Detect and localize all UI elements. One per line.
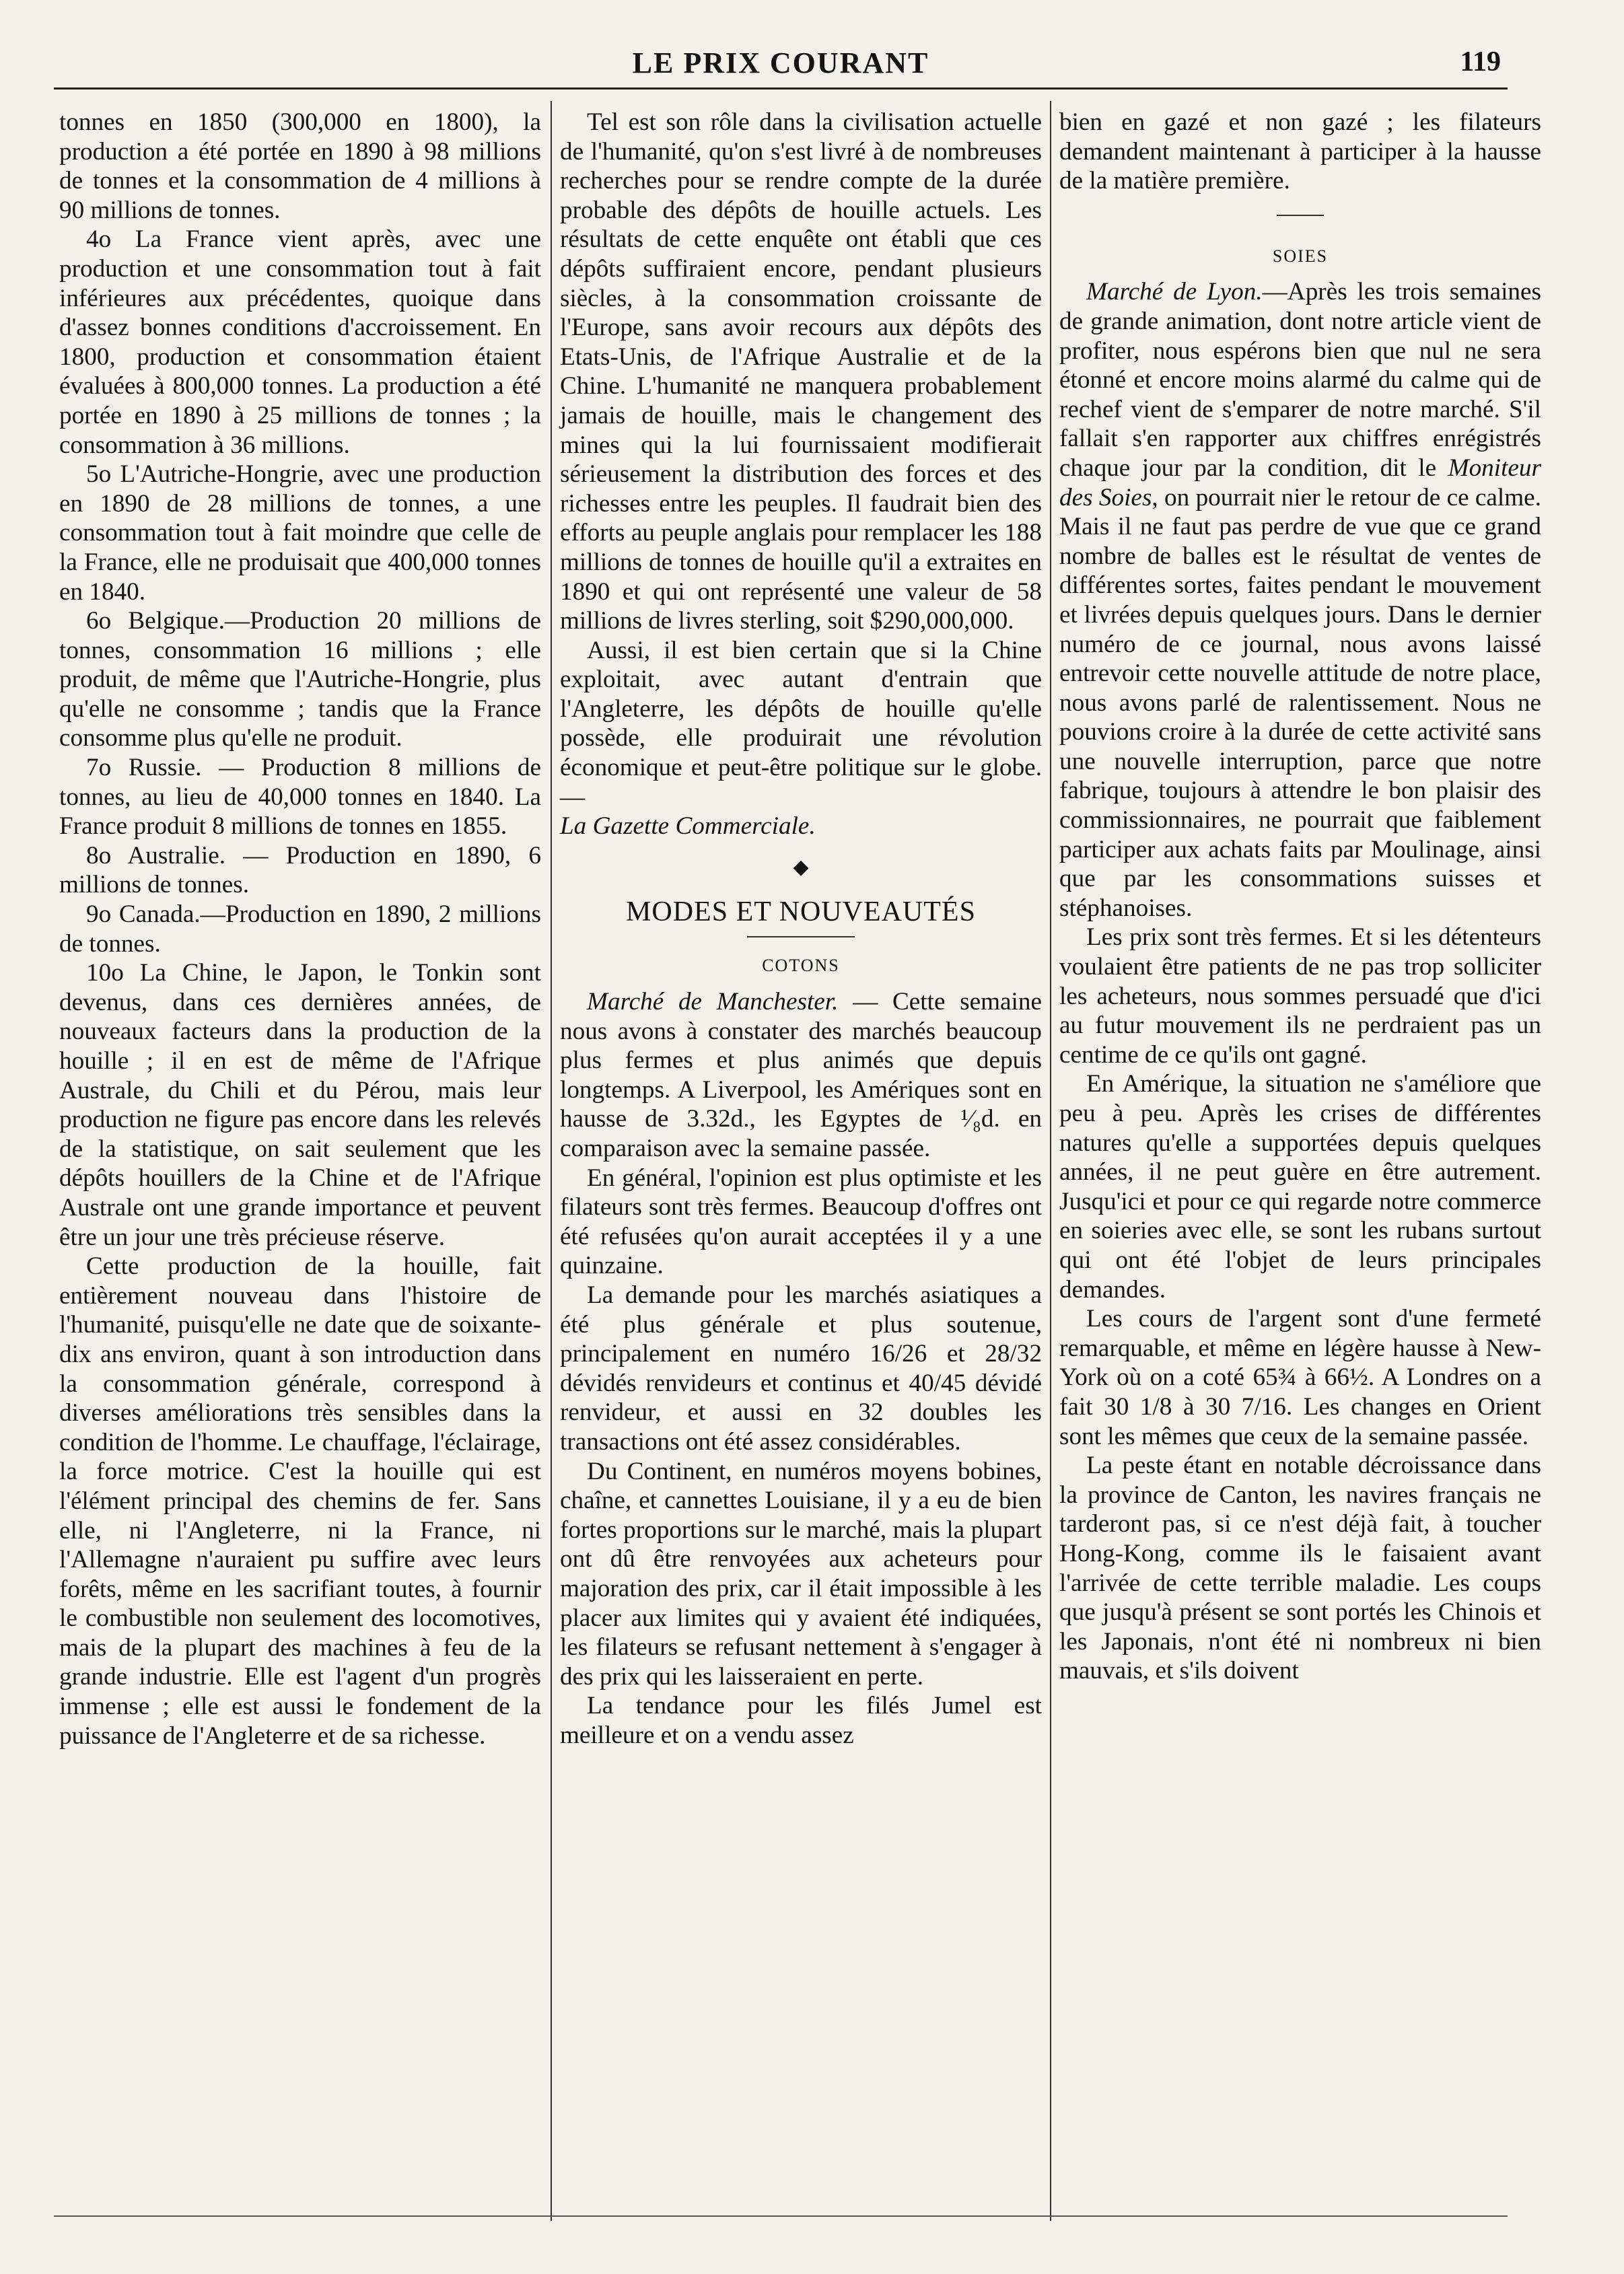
title-rule xyxy=(747,936,855,937)
column-left xyxy=(59,108,541,1750)
column-divider xyxy=(1050,101,1051,2221)
column-right xyxy=(1059,108,1541,1686)
separator-rule xyxy=(1277,215,1324,216)
page-number: 119 xyxy=(1460,46,1501,77)
paragraph: 4o La France vient après, avec une production et une consommation tout à fait inférieures aux précédentes, quoique dans d'assez bonnes conditions d'accroissement. En 1800, production et consommation étaient évaluées à 800,000 tonnes. La production a été portée en 1890 à 25 millions de tonnes ; la consommation à 36 millions. xyxy=(59,225,541,459)
column-divider xyxy=(551,101,552,2221)
paragraph: La demande pour les marchés asiatiques a été plus générale et plus soutenue, principalement en numéro 16/26 et 28/32 dévidés renvideurs et continus et 40/45 dévidé renvideur, et aussi en 32 doubles les transactions ont été assez considérables. xyxy=(560,1281,1042,1456)
paragraph: 10o La Chine, le Japon, le Tonkin sont devenus, dans ces dernières années, de nouveaux facteurs dans la production de la houille ; il en est de même de l'Afrique Australe, du Chili et du Pérou, mais leur production ne figure pas encore dans les relevés de la statistique, on sait seulement que les dépôts houillers de la Chine et de l'Afrique Australe ont une grande importance et peuvent être un jour une très précieuse réserve. xyxy=(59,959,541,1251)
section-ornament: ◆ xyxy=(793,855,809,878)
paragraph: En Amérique, la situation ne s'améliore que peu à peu. Après les crises de différentes natures qu'elle a supportées depuis quelques années, il ne peut guère en être autrement. Jusqu'ici et pour ce qui regarde notre commerce en soieries avec elle, se sont les rubans surtout qui ont été l'objet de leurs principales demandes. xyxy=(1059,1070,1541,1304)
column-middle xyxy=(560,108,1042,1750)
paragraph: 6o Belgique.—Production 20 millions de tonnes, consommation 16 millions ; elle produit, de même que l'Autriche-Hongrie, plus qu'elle ne consomme ; tandis que la France consomme plus qu'elle ne produit. xyxy=(59,607,541,752)
paragraph-text: Aussi, il est bien certain que si la Chine exploitait, avec autant d'entrain que l'Angleterre, les dépôts de houille qu'elle possède, elle produirait une révolution économique et peut-être politique sur le globe.— xyxy=(560,636,1042,811)
paragraph-text: , on pourrait nier le retour de ce calme. Mais il ne faut pas perdre de vue que ce grand nombre de balles est le résultat de ventes de différentes sortes, faites pendant le mouvement et livrées depuis quelques jours. Dans le dernier numéro de ce journal, nous avons laissé entrevoir cette nouvelle attitude de notre place, nous avons parlé de ralentissement. Nous ne pouvions croire à la durée de cette activité sans une nouvelle interruption, parce que notre fabrique, toujours à attendre le bon plaisir des commissionnaires, ne pourrait que faiblement participer aux achats faits par Moulinage, ainsi que par les consommations suisses et stéphanoises. xyxy=(1059,483,1541,922)
subsection-title: COTONS xyxy=(762,956,840,976)
source-citation: La Gazette Commerciale. xyxy=(560,812,816,841)
paragraph-text: — Cette semaine nous avons à constater des marchés beaucoup plus fermes et plus animés que depuis longtemps. A Liverpool, les Amériques sont en hausse de 3.32d., les Egyptes de ¹⁄₈d. en comparaison avec la semaine passée. xyxy=(560,988,1042,1162)
market-lead: Marché de Lyon. xyxy=(1086,278,1263,306)
paragraph xyxy=(560,987,1042,1164)
page-header xyxy=(54,40,1508,90)
bottom-rule xyxy=(54,2215,1508,2217)
journal-citation: Moniteur des Soies xyxy=(1059,454,1541,511)
journal-title: LE PRIX COURANT xyxy=(632,46,929,79)
paragraph-text: —Après les trois semaines de grande animation, dont notre article vient de profiter, nous espérons bien que nul ne sera étonné et encore moins alarmé du calme qui de rechef vient de s'emparer de notre marché. S'il fallait s'en rapporter aux chiffres enrégistrés chaque jour par la condition, dit le xyxy=(1059,278,1542,482)
market-lead: Marché de Manchester. xyxy=(587,988,839,1016)
paragraph: Les prix sont très fermes. Et si les détenteurs voulaient être patients de ne pas trop solliciter les acheteurs, nous sommes persuadé que d'ici au futur mouvement ils ne perdraient pas un centime de ce qu'ils ont gagné. xyxy=(1059,923,1541,1069)
paragraph: Les cours de l'argent sont d'une fermeté remarquable, et même en légère hausse à New-York où on a coté 65¾ à 66½. A Londres on a fait 30 1/8 à 30 7/16. Les changes en Orient sont les mêmes que ceux de la semaine passée. xyxy=(1059,1305,1541,1450)
paragraph xyxy=(560,636,1042,841)
paragraph: 5o L'Autriche-Hongrie, avec une production en 1890 de 28 millions de tonnes, a une consommation tout à fait moindre que celle de la France, elle ne produisait que 400,000 tonnes en 1840. xyxy=(59,460,541,606)
paragraph: Cette production de la houille, fait entièrement nouveau dans l'histoire de l'humanité, puisqu'elle ne date que de soixante-dix ans environ, quant à son introduction dans la consommation générale, correspond à diverses améliorations très sensibles dans la condition de l'homme. Le chauffage, l'éclairage, la force motrice. C'est la houille qui est l'élément principal des chemins de fer. Sans elle, ni l'Angleterre, ni la France, ni l'Allemagne n'auraient pu suffire avec leurs forêts, même en les sacrifiant toutes, à fournir le combustible non seulement des locomotives, mais de la plupart des machines à feu de la grande industrie. Elle est l'agent d'un progrès immense ; elle est aussi le fondement de la puissance de l'Angleterre et de sa richesse. xyxy=(59,1252,541,1750)
paragraph: La peste étant en notable décroissance dans la province de Canton, les navires français ne tarderont pas, si ce n'est déjà fait, à toucher Hong-Kong, comme ils le faisaient avant l'arrivée de cette terrible maladie. Les coups que jusqu'à présent se sont portés les Chinois et les Japonais, n'ont été ni nombreux ni bien mauvais, et s'ils doivent xyxy=(1059,1452,1541,1685)
paragraph: Tel est son rôle dans la civilisation actuelle de l'humanité, qu'on s'est livré à de nombreuses recherches pour se rendre compte de la durée probable des dépôts de houille actuels. Les résultats de cette enquête ont établi que ces dépôts suffiraient encore, pendant plusieurs siècles, à la consommation croissante de l'Europe, sans avoir recours aux dépôts des Etats-Unis, de l'Afrique Australie et de la Chine. L'humanité ne manquera probablement jamais de houille, mais le changement des mines qui la lui fournissaient modifierait sérieusement la distribution des forces et des richesses entre les peuples. Il faudrait bien des efforts au peuple anglais pour remplacer les 188 millions de tonnes de houille qu'il a extraites en 1890 et qui ont représenté une valeur de 58 millions de livres sterling, soit $290,000,000. xyxy=(560,108,1042,635)
paragraph: En général, l'opinion est plus optimiste et les filateurs sont très fermes. Beaucoup d'offres ont été refusées qu'on aurait acceptées il y a une quinzaine. xyxy=(560,1164,1042,1280)
paragraph: Du Continent, en numéros moyens bobines, chaîne, et cannettes Louisiane, il y a eu de bien fortes proportions sur le marché, mais la plupart ont dû être renvoyées aux acheteurs pour majoration des prix, car il était impossible à les placer aux limites qui y avaient été indiquées, les filateurs se refusant nettement à s'engager à des prix qui les laisseraient en perte. xyxy=(560,1457,1042,1691)
section-title: MODES ET NOUVEAUTÉS xyxy=(626,896,976,927)
paragraph xyxy=(1059,277,1541,923)
paragraph: 9o Canada.—Production en 1890, 2 millions de tonnes. xyxy=(59,900,541,958)
paragraph: tonnes en 1850 (300,000 en 1800), la production a été portée en 1890 à 98 millions de tonnes et la consommation de 4 millions à 90 millions de tonnes. xyxy=(59,108,541,224)
paragraph: 7o Russie. — Production 8 millions de tonnes, au lieu de 40,000 tonnes en 1840. La France produit 8 millions de tonnes en 1855. xyxy=(59,754,541,841)
paragraph: 8o Australie. — Production en 1890, 6 millions de tonnes. xyxy=(59,841,541,899)
subsection-title: SOIES xyxy=(1272,246,1329,266)
paragraph: La tendance pour les filés Jumel est meilleure et on a vendu assez xyxy=(560,1692,1042,1749)
paragraph: bien en gazé et non gazé ; les filateurs demandent maintenant à participer à la hausse de la matière première. xyxy=(1059,108,1541,195)
